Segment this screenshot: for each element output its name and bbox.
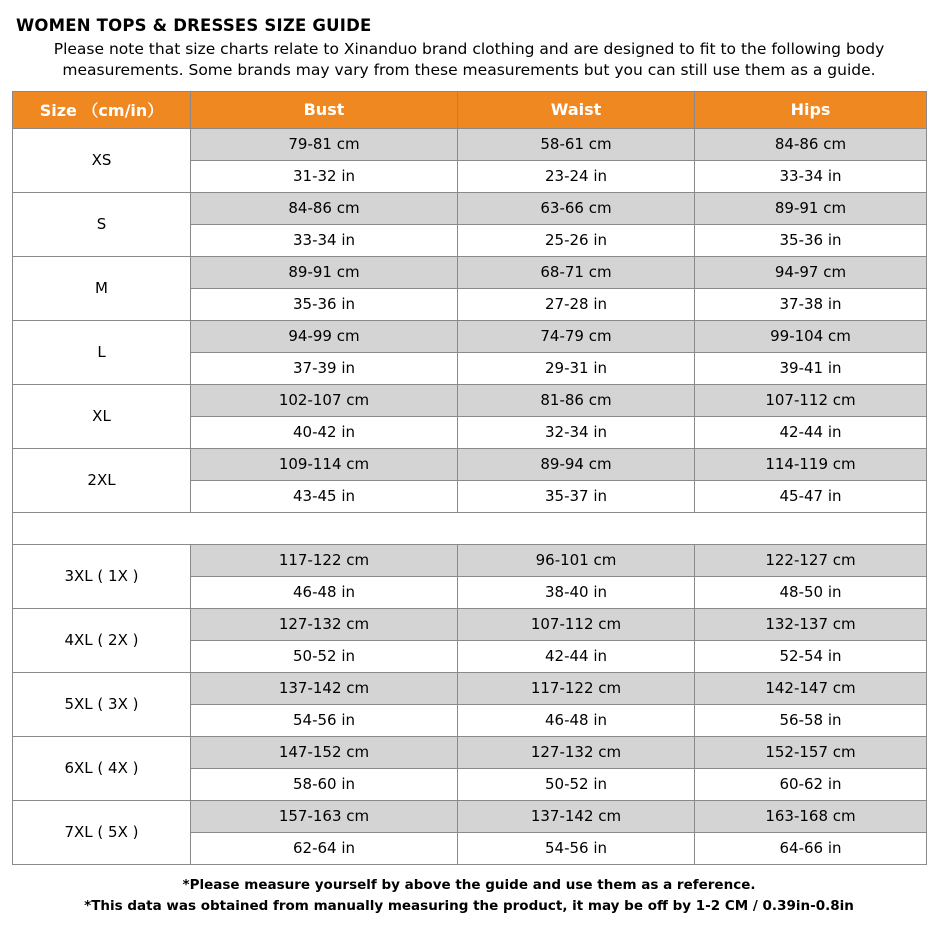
bust-cm-cell: 102-107 cm (191, 384, 458, 416)
waist-in-cell: 27-28 in (458, 288, 695, 320)
waist-cm-cell: 74-79 cm (458, 320, 695, 352)
hips-cm-cell: 114-119 cm (695, 448, 927, 480)
table-group-divider-cell (13, 512, 927, 544)
header-row (13, 91, 927, 128)
hips-in-cell: 48-50 in (695, 576, 927, 608)
hips-in-cell: 33-34 in (695, 160, 927, 192)
waist-cm-cell: 58-61 cm (458, 128, 695, 160)
table-row (13, 736, 927, 768)
column-header-size: Size （cm/in） (13, 91, 191, 128)
table-body (13, 128, 927, 864)
size-chart-table (12, 91, 927, 865)
bust-in-cell: 43-45 in (191, 480, 458, 512)
size-label-cell: XL (13, 384, 191, 448)
bust-in-cell: 33-34 in (191, 224, 458, 256)
column-header-bust: Bust (191, 91, 458, 128)
waist-in-cell: 32-34 in (458, 416, 695, 448)
intro-text: Please note that size charts relate to Xinanduo brand clothing and are designed to fit to the following body measurements. Some brands may vary from these measurements but you can still use them as a guide. (53, 40, 885, 79)
size-label-cell: S (13, 192, 191, 256)
size-label-cell: L (13, 320, 191, 384)
footnote-tolerance: *This data was obtained from manually measuring the product, it may be off by 1-2 CM / 0.39in-0.8in (84, 897, 854, 914)
hips-in-cell: 39-41 in (695, 352, 927, 384)
hips-cm-cell: 89-91 cm (695, 192, 927, 224)
bust-cm-cell: 157-163 cm (191, 800, 458, 832)
bust-cm-cell: 127-132 cm (191, 608, 458, 640)
bust-cm-cell: 89-91 cm (191, 256, 458, 288)
waist-cm-cell: 96-101 cm (458, 544, 695, 576)
waist-in-cell: 25-26 in (458, 224, 695, 256)
table-row (13, 320, 927, 352)
size-label-cell: 5XL ( 3X ) (13, 672, 191, 736)
bust-in-cell: 58-60 in (191, 768, 458, 800)
waist-cm-cell: 117-122 cm (458, 672, 695, 704)
page-title: WOMEN TOPS & DRESSES SIZE GUIDE (16, 16, 372, 35)
size-label-cell: M (13, 256, 191, 320)
waist-cm-cell: 137-142 cm (458, 800, 695, 832)
hips-cm-cell: 107-112 cm (695, 384, 927, 416)
table-header (13, 91, 927, 128)
waist-cm-cell: 127-132 cm (458, 736, 695, 768)
bust-cm-cell: 109-114 cm (191, 448, 458, 480)
bust-in-cell: 35-36 in (191, 288, 458, 320)
size-label-cell: XS (13, 128, 191, 192)
waist-in-cell: 54-56 in (458, 832, 695, 864)
bust-in-cell: 40-42 in (191, 416, 458, 448)
waist-cm-cell: 68-71 cm (458, 256, 695, 288)
hips-in-cell: 60-62 in (695, 768, 927, 800)
size-label-cell: 3XL ( 1X ) (13, 544, 191, 608)
bust-cm-cell: 117-122 cm (191, 544, 458, 576)
hips-in-cell: 45-47 in (695, 480, 927, 512)
table-row (13, 128, 927, 160)
table-row (13, 384, 927, 416)
table-row (13, 544, 927, 576)
table-row (13, 256, 927, 288)
hips-cm-cell: 132-137 cm (695, 608, 927, 640)
hips-cm-cell: 94-97 cm (695, 256, 927, 288)
table-row (13, 608, 927, 640)
waist-in-cell: 42-44 in (458, 640, 695, 672)
hips-cm-cell: 163-168 cm (695, 800, 927, 832)
hips-in-cell: 64-66 in (695, 832, 927, 864)
hips-cm-cell: 122-127 cm (695, 544, 927, 576)
hips-in-cell: 56-58 in (695, 704, 927, 736)
bust-in-cell: 31-32 in (191, 160, 458, 192)
bust-in-cell: 50-52 in (191, 640, 458, 672)
table-group-divider (13, 512, 927, 544)
table-row (13, 448, 927, 480)
hips-in-cell: 37-38 in (695, 288, 927, 320)
bust-in-cell: 62-64 in (191, 832, 458, 864)
hips-in-cell: 52-54 in (695, 640, 927, 672)
hips-cm-cell: 84-86 cm (695, 128, 927, 160)
bust-in-cell: 46-48 in (191, 576, 458, 608)
bust-in-cell: 37-39 in (191, 352, 458, 384)
table-row (13, 672, 927, 704)
waist-cm-cell: 63-66 cm (458, 192, 695, 224)
bust-cm-cell: 84-86 cm (191, 192, 458, 224)
bust-cm-cell: 94-99 cm (191, 320, 458, 352)
waist-in-cell: 29-31 in (458, 352, 695, 384)
bust-cm-cell: 79-81 cm (191, 128, 458, 160)
waist-cm-cell: 89-94 cm (458, 448, 695, 480)
size-label-cell: 7XL ( 5X ) (13, 800, 191, 864)
hips-in-cell: 35-36 in (695, 224, 927, 256)
hips-cm-cell: 142-147 cm (695, 672, 927, 704)
table-row (13, 192, 927, 224)
table-row (13, 800, 927, 832)
size-label-cell: 4XL ( 2X ) (13, 608, 191, 672)
waist-in-cell: 46-48 in (458, 704, 695, 736)
size-label-cell: 6XL ( 4X ) (13, 736, 191, 800)
hips-cm-cell: 99-104 cm (695, 320, 927, 352)
footnotes (12, 865, 926, 917)
footnote-measure: *Please measure yourself by above the guide and use them as a reference. (182, 876, 756, 893)
waist-in-cell: 35-37 in (458, 480, 695, 512)
hips-cm-cell: 152-157 cm (695, 736, 927, 768)
waist-cm-cell: 107-112 cm (458, 608, 695, 640)
bust-cm-cell: 137-142 cm (191, 672, 458, 704)
bust-in-cell: 54-56 in (191, 704, 458, 736)
size-label-cell: 2XL (13, 448, 191, 512)
waist-cm-cell: 81-86 cm (458, 384, 695, 416)
hips-in-cell: 42-44 in (695, 416, 927, 448)
column-header-waist: Waist (458, 91, 695, 128)
bust-cm-cell: 147-152 cm (191, 736, 458, 768)
column-header-hips: Hips (695, 91, 927, 128)
waist-in-cell: 50-52 in (458, 768, 695, 800)
waist-in-cell: 38-40 in (458, 576, 695, 608)
waist-in-cell: 23-24 in (458, 160, 695, 192)
